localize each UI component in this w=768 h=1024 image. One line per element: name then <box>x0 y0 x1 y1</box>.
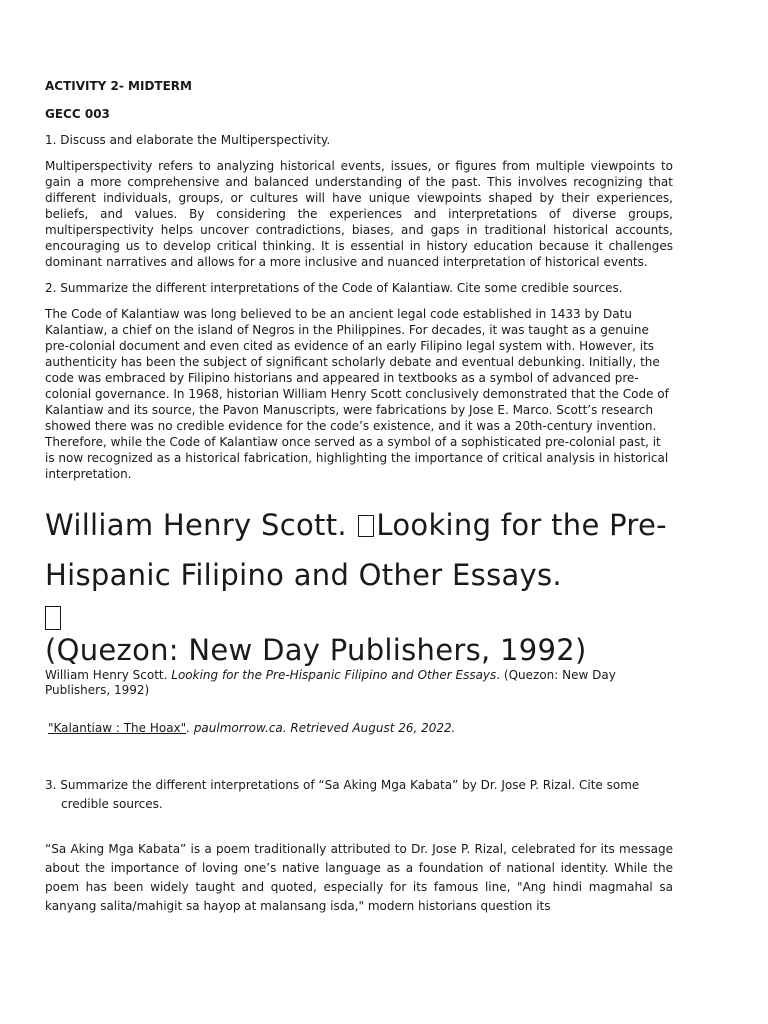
citation-author: William Henry Scott. <box>45 668 172 682</box>
question-3: 3. Summarize the different interpretations of “Sa Aking Mga Kabata” by Dr. Jose P. Rizal. Cite some credible sources. <box>45 778 640 811</box>
citation-kalantiaw-hoax <box>48 720 673 736</box>
large-citation-publisher: (Quezon: New Day Publishers, 1992) <box>45 633 587 667</box>
question-1: 1. Discuss and elaborate the Multiperspectivity. <box>45 133 331 147</box>
course-code: GECC 003 <box>45 107 110 121</box>
document-title: ACTIVITY 2- MIDTERM <box>45 79 192 93</box>
answer-3: “Sa Aking Mga Kabata” is a poem traditionally attributed to Dr. Jose P. Rizal, celebrated for its message about the importance of loving one’s native language as a foundation of national identity. While the poem has been widely taught and quoted, especially for its famous line, "Ang hindi magmahal sa kanyang salita/mahigit sa hayop at malansang isda," modern historians question its <box>45 842 673 913</box>
large-citation-title: Looking for the Pre-Hispanic Filipino and Other Essays. <box>45 508 667 592</box>
citation-source: . paulmorrow.ca. Retrieved August 26, 2022. <box>186 721 456 735</box>
answer-2: The Code of Kalantiaw was long believed to be an ancient legal code established in 1433 by Datu Kalantiaw, a chief on the island of Negros in the Philippines. For decades, it was taught as a genuine pre-colonial document and even cited as evidence of an early Filipino legal system with. However, its authenticity has been the subject of significant scholarly debate and eventual debunking. Initially, the code was embraced by Filipino historians and appeared in textbooks as a symbol of advanced pre-colonial governance. In 1968, historian William Henry Scott conclusively demonstrated that the Code of Kalantiaw and its source, the Pavon Manuscripts, were fabrications by Jose E. Marco. Scott’s research showed there was no credible evidence for the code’s existence, and it was a 20th-century invention. Therefore, while the Code of Kalantiaw once served as a symbol of a sophisticated pre-colonial past, it is now recognized as a historical fabrication, highlighting the importance of critical analysis in historical interpretation. <box>45 307 669 481</box>
question-2: 2. Summarize the different interpretations of the Code of Kalantiaw. Cite some credible sources. <box>45 281 623 295</box>
large-citation-author: William Henry Scott. <box>45 508 357 542</box>
large-citation <box>45 500 673 600</box>
missing-glyph-icon <box>45 606 61 630</box>
answer-1: Multiperspectivity refers to analyzing historical events, issues, or figures from multiple viewpoints to gain a more comprehensive and balanced understanding of the past. This involves recognizing that different individuals, groups, or cultures will have unique viewpoints shaped by their experiences, beliefs, and values. By considering the experiences and interpretations of diverse groups, multiperspectivity helps uncover contradictions, biases, and gaps in traditional historical accounts, encouraging us to develop critical thinking. It is essential in history education because it challenges dominant narratives and allows for a more inclusive and nuanced interpretation of historical events. <box>45 159 673 269</box>
citation-scott <box>45 668 673 698</box>
document-page <box>45 78 673 916</box>
kalantiaw-hoax-link[interactable]: "Kalantiaw : The Hoax" <box>48 721 187 735</box>
citation-title: Looking for the Pre-Hispanic Filipino and Other Essays <box>171 668 497 682</box>
missing-glyph-icon <box>358 515 374 537</box>
citation-publisher: . (Quezon: New Day Publishers, 1992) <box>45 668 616 697</box>
missing-glyph-line <box>45 600 673 632</box>
